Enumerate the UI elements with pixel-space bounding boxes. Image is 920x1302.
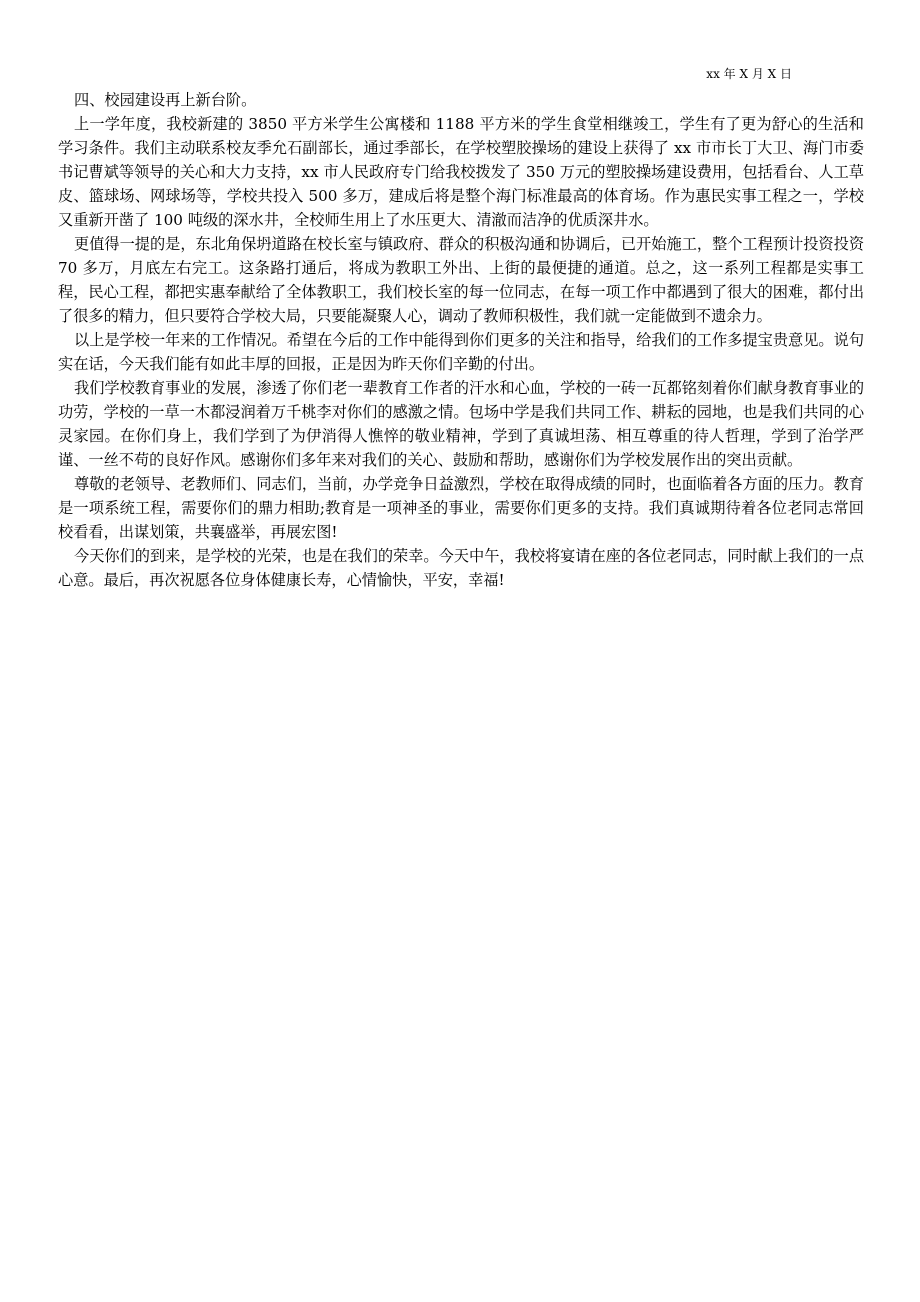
document-body [58, 88, 864, 592]
paragraph-work-summary: 以上是学校一年来的工作情况。希望在今后的工作中能得到你们更多的关注和指导，给我们的工作多提宝贵意见。说句实在话，今天我们能有如此丰厚的回报，正是因为昨天你们辛勤的付出。 [58, 331, 864, 373]
paragraph-road-project: 更值得一提的是，东北角保坍道路在校长室与镇政府、群众的积极沟通和协调后，已开始施工，整个工程预计投资投资 70 多万，月底左右完工。这条路打通后，将成为教职工外出、上街的最便捷的通道。总之，这一系列工程都是实事工程，民心工程，都把实惠奉献给了全体教职工，我们校长室的每一位同志，在每一项工作中都遇到了很大的困难，都付出了很多的精力，但只要符合学校大局，只要能凝聚人心，调动了教师积极性，我们就一定能做到不遗余力。 [58, 235, 864, 325]
paragraph-appeal: 尊敬的老领导、老教师们、同志们，当前，办学竞争日益激烈，学校在取得成绩的同时，也面临着各方面的压力。教育是一项系统工程，需要你们的鼎力相助;教育是一项神圣的事业，需要你们更多的支持。我们真诚期待着各位老同志常回校看看，出谋划策，共襄盛举，再展宏图! [58, 475, 864, 541]
paragraph-campus-construction: 上一学年度，我校新建的 3850 平方米学生公寓楼和 1188 平方米的学生食堂相继竣工，学生有了更为舒心的生活和学习条件。我们主动联系校友季允石副部长，通过季部长，在学校塑胶操场的建设上获得了 xx 市市长丁大卫、海门市委书记曹斌等领导的关心和大力支持，xx 市人民政府专门给我校拨发了 350 万元的塑胶操场建设费用，包括看台、人工草皮、篮球场、网球场等，学校共投入 500 多万，建成后将是整个海门标准最高的体育场。作为惠民实事工程之一，学校又重新开凿了 100 吨级的深水井，全校师生用上了水压更大、清澈而洁净的优质深井水。 [58, 115, 864, 229]
section-heading: 四、校园建设再上新台阶。 [74, 91, 257, 109]
page-date: xx 年 X 月 X 日 [706, 67, 792, 81]
paragraph-gratitude: 我们学校教育事业的发展，渗透了你们老一辈教育工作者的汗水和心血，学校的一砖一瓦都铭刻着你们献身教育事业的功劳，学校的一草一木都浸润着万千桃李对你们的感激之情。包场中学是我们共同工作、耕耘的园地，也是我们共同的心灵家园。在你们身上，我们学到了为伊消得人憔悴的敬业精神，学到了真诚坦荡、相互尊重的待人哲理，学到了治学严谨、一丝不苟的良好作风。感谢你们多年来对我们的关心、鼓励和帮助，感谢你们为学校发展作出的突出贡献。 [58, 379, 864, 469]
paragraph-closing: 今天你们的到来，是学校的光荣，也是在我们的荣幸。今天中午，我校将宴请在座的各位老同志，同时献上我们的一点心意。最后，再次祝愿各位身体健康长寿，心情愉快，平安，幸福! [58, 547, 864, 589]
